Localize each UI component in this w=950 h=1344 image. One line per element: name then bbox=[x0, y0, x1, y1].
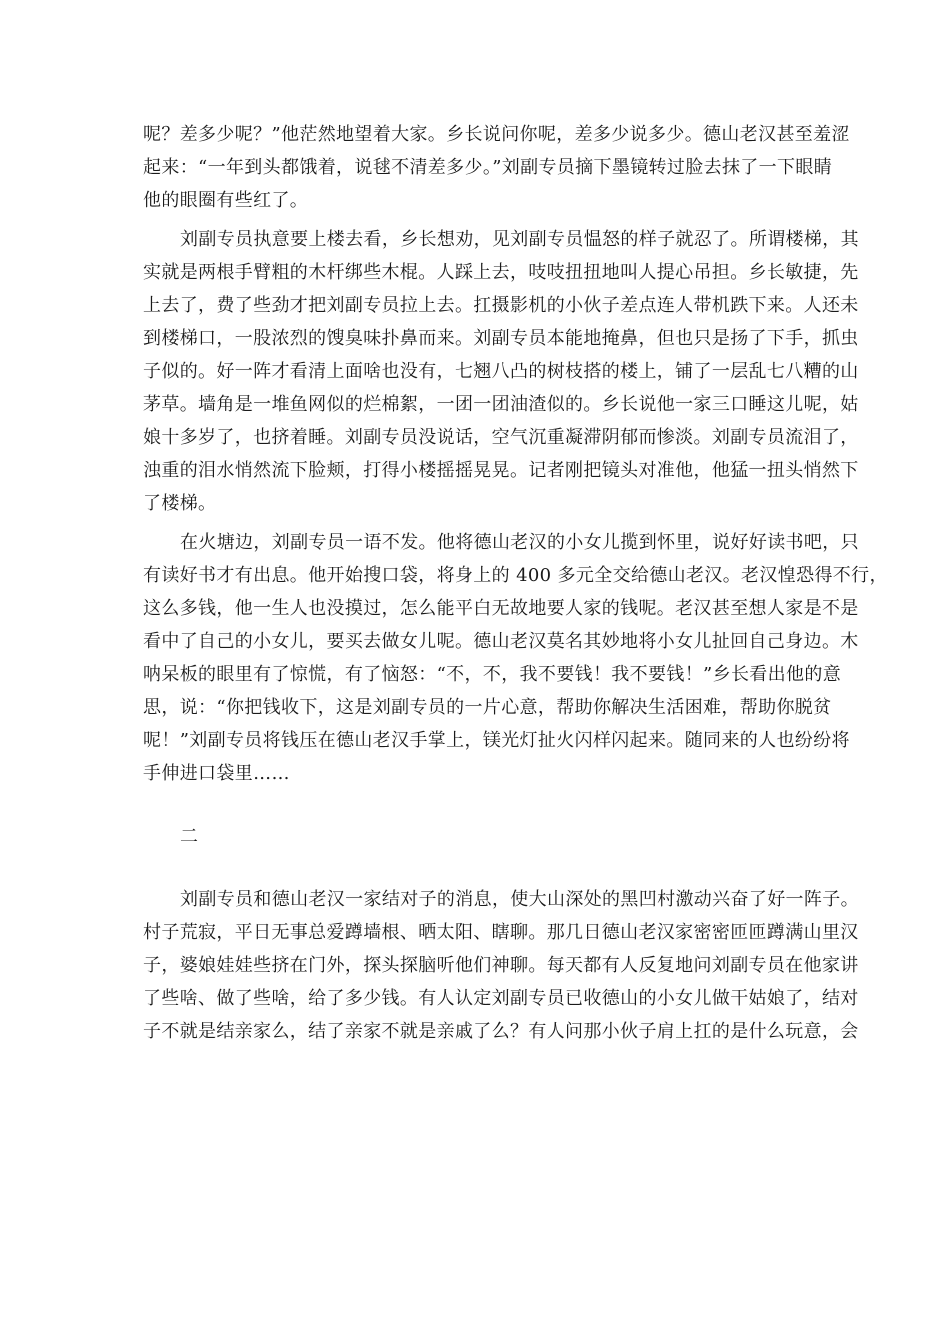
paragraph-1 bbox=[143, 118, 850, 217]
text-line: 有读好书才有出息。他开始搜口袋，将身上的 400 多元全交给德山老汉。老汉惶恐得不行， bbox=[143, 565, 888, 586]
paragraph-2 bbox=[143, 223, 859, 520]
text-line: 他的眼圈有些红了。 bbox=[143, 190, 309, 211]
text-line: 刘副专员执意要上楼去看，乡长想劝，见刘副专员愠怒的样子就忍了。所谓楼梯，其 bbox=[180, 229, 859, 250]
text-line: 在火塘边，刘副专员一语不发。他将德山老汉的小女儿揽到怀里，说好好读书吧，只 bbox=[180, 532, 859, 553]
text-line: 到楼梯口，一股浓烈的馊臭味扑鼻而来。刘副专员本能地掩鼻，但也只是扬了下手，抓虫 bbox=[143, 328, 859, 349]
text-line: 上去了，费了些劲才把刘副专员拉上去。扛摄影机的小伙子差点连人带机跌下来。人还未 bbox=[143, 295, 859, 316]
paragraph-4 bbox=[143, 883, 859, 1048]
text-line: 刘副专员和德山老汉一家结对子的消息，使大山深处的黑凹村激动兴奋了好一阵子。 bbox=[180, 889, 859, 910]
text-line: 呐呆板的眼里有了惊慌，有了恼怒：“不，不，我不要钱！我不要钱！”乡长看出他的意 bbox=[143, 664, 842, 685]
text-line: 思，说：“你把钱收下，这是刘副专员的一片心意，帮助你解决生活困难，帮助你脱贫 bbox=[143, 697, 832, 718]
text-line: 子不就是结亲家么，结了亲家不就是亲戚了么？有人问那小伙子肩上扛的是什么玩意，会 bbox=[143, 1021, 859, 1042]
text-line: 呢？差多少呢？”他茫然地望着大家。乡长说问你呢，差多少说多少。德山老汉甚至羞涩 bbox=[143, 124, 850, 145]
paragraph-3 bbox=[143, 526, 888, 790]
text-line: 子似的。好一阵才看清上面啥也没有，七翘八凸的树枝搭的楼上，铺了一层乱七八糟的山 bbox=[143, 361, 859, 382]
text-line: 呢！”刘副专员将钱压在德山老汉手掌上，镁光灯扯火闪样闪起来。随同来的人也纷纷将 bbox=[143, 730, 850, 751]
section-heading: 二 bbox=[180, 826, 198, 847]
text-line: 了些啥、做了些啥，给了多少钱。有人认定刘副专员已收德山的小女儿做干姑娘了，结对 bbox=[143, 988, 859, 1009]
text-line: 这么多钱，他一生人也没摸过，怎么能平白无故地要人家的钱呢。老汉甚至想人家是不是 bbox=[143, 598, 859, 619]
text-line: 茅草。墙角是一堆鱼网似的烂棉絮，一团一团油渣似的。乡长说他一家三口睡这儿呢，姑 bbox=[143, 394, 859, 415]
text-line: 浊重的泪水悄然流下脸颊，打得小楼摇摇晃晃。记者刚把镜头对准他，他猛一扭头悄然下 bbox=[143, 460, 859, 481]
text-line: 了楼梯。 bbox=[143, 493, 217, 514]
text-line: 娘十多岁了，也挤着睡。刘副专员没说话，空气沉重凝滞阴郁而惨淡。刘副专员流泪了， bbox=[143, 427, 859, 448]
text-line: 实就是两根手臂粗的木杆绑些木棍。人踩上去，吱吱扭扭地叫人提心吊担。乡长敏捷，先 bbox=[143, 262, 859, 283]
text-line: 子，婆娘娃娃些挤在门外，探头探脑听他们神聊。每天都有人反复地问刘副专员在他家讲 bbox=[143, 955, 859, 976]
text-line: 起来：“一年到头都饿着，说毬不清差多少。”刘副专员摘下墨镜转过脸去抹了一下眼睛 bbox=[143, 157, 833, 178]
text-line: 村子荒寂，平日无事总爱蹲墙根、晒太阳、瞎聊。那几日德山老汉家密密匝匝蹲满山里汉 bbox=[143, 922, 859, 943]
text-line: 手伸进口袋里…… bbox=[143, 763, 290, 784]
text-line: 看中了自己的小女儿，要买去做女儿呢。德山老汉莫名其妙地将小女儿扯回自己身边。木 bbox=[143, 631, 859, 652]
document-page bbox=[143, 118, 888, 1048]
